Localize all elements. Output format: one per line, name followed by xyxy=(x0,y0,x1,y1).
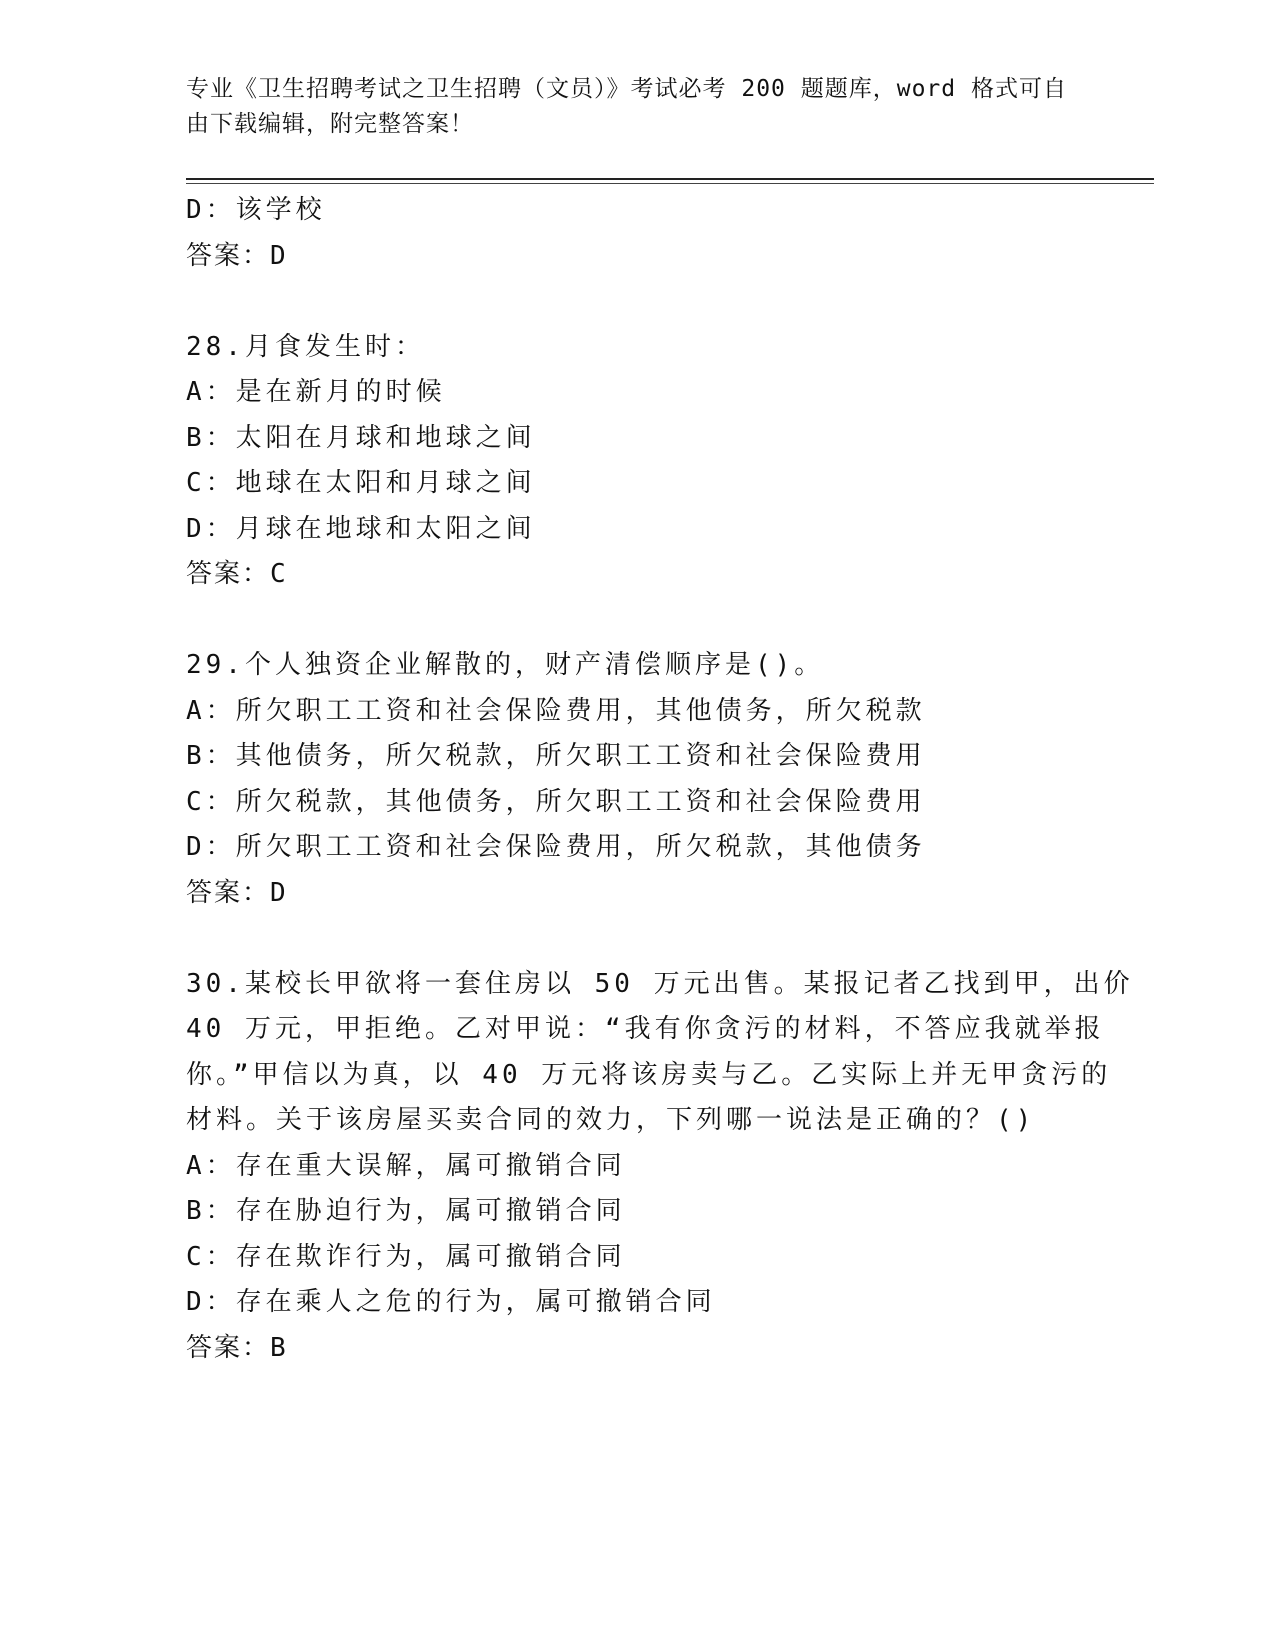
question-stem-line-3: 你。”甲信以为真，以 40 万元将该房卖与乙。乙实际上并无甲贪污的 xyxy=(186,1059,1112,1090)
question-stem-line-1: 30.某校长甲欲将一套住房以 50 万元出售。某报记者乙找到甲，出价 xyxy=(186,968,1134,999)
question-29 xyxy=(186,643,1086,916)
option-d: D：存在乘人之危的行为，属可撤销合同 xyxy=(186,1287,716,1317)
option-a: A：所欠职工工资和社会保险费用，其他债务，所欠税款 xyxy=(186,695,926,726)
header-divider-thin xyxy=(186,183,1154,184)
question-content xyxy=(186,188,1134,1371)
option-a: A：存在重大误解，属可撤销合同 xyxy=(186,1150,626,1181)
question-stem: 29.个人独资企业解散的，财产清偿顺序是()。 xyxy=(186,650,825,680)
option-d: D：所欠职工工资和社会保险费用，所欠税款，其他债务 xyxy=(186,832,926,862)
spacer xyxy=(186,598,1086,644)
option-c: C：地球在太阳和月球之间 xyxy=(186,468,536,498)
option-d: D：该学校 xyxy=(186,195,326,225)
option-b: B：存在胁迫行为，属可撤销合同 xyxy=(186,1196,626,1226)
spacer xyxy=(186,916,1086,962)
option-d: D：月球在地球和太阳之间 xyxy=(186,513,536,544)
option-b: B：太阳在月球和地球之间 xyxy=(186,422,536,453)
option-b: B：其他债务，所欠税款，所欠职工工资和社会保险费用 xyxy=(186,741,926,771)
option-a: A：是在新月的时候 xyxy=(186,377,446,407)
option-c: C：所欠税款，其他债务，所欠职工工资和社会保险费用 xyxy=(186,786,926,817)
question-stem-line-4: 材料。关于该房屋买卖合同的效力，下列哪一说法是正确的？() xyxy=(186,1105,1036,1135)
answer: 答案：B xyxy=(186,1332,288,1363)
answer: 答案：C xyxy=(186,559,288,589)
question-stem-line-2: 40 万元，甲拒绝。乙对甲说：“我有你贪污的材料，不答应我就举报 xyxy=(186,1014,1105,1044)
answer: 答案：D xyxy=(186,240,288,271)
document-header xyxy=(186,72,1086,142)
option-c: C：存在欺诈行为，属可撤销合同 xyxy=(186,1241,626,1272)
header-line-2: 由下载编辑，附完整答案！ xyxy=(186,111,474,137)
header-divider-thick xyxy=(186,178,1154,180)
question-30 xyxy=(186,962,1134,1372)
question-stem: 28.月食发生时： xyxy=(186,331,425,362)
header-line-1: 专业《卫生招聘考试之卫生招聘（文员）》考试必考 200 题题库，word 格式可自 xyxy=(186,76,1067,102)
spacer xyxy=(186,279,1086,325)
question-fragment xyxy=(186,188,1086,279)
question-28 xyxy=(186,325,1086,598)
answer: 答案：D xyxy=(186,877,288,908)
